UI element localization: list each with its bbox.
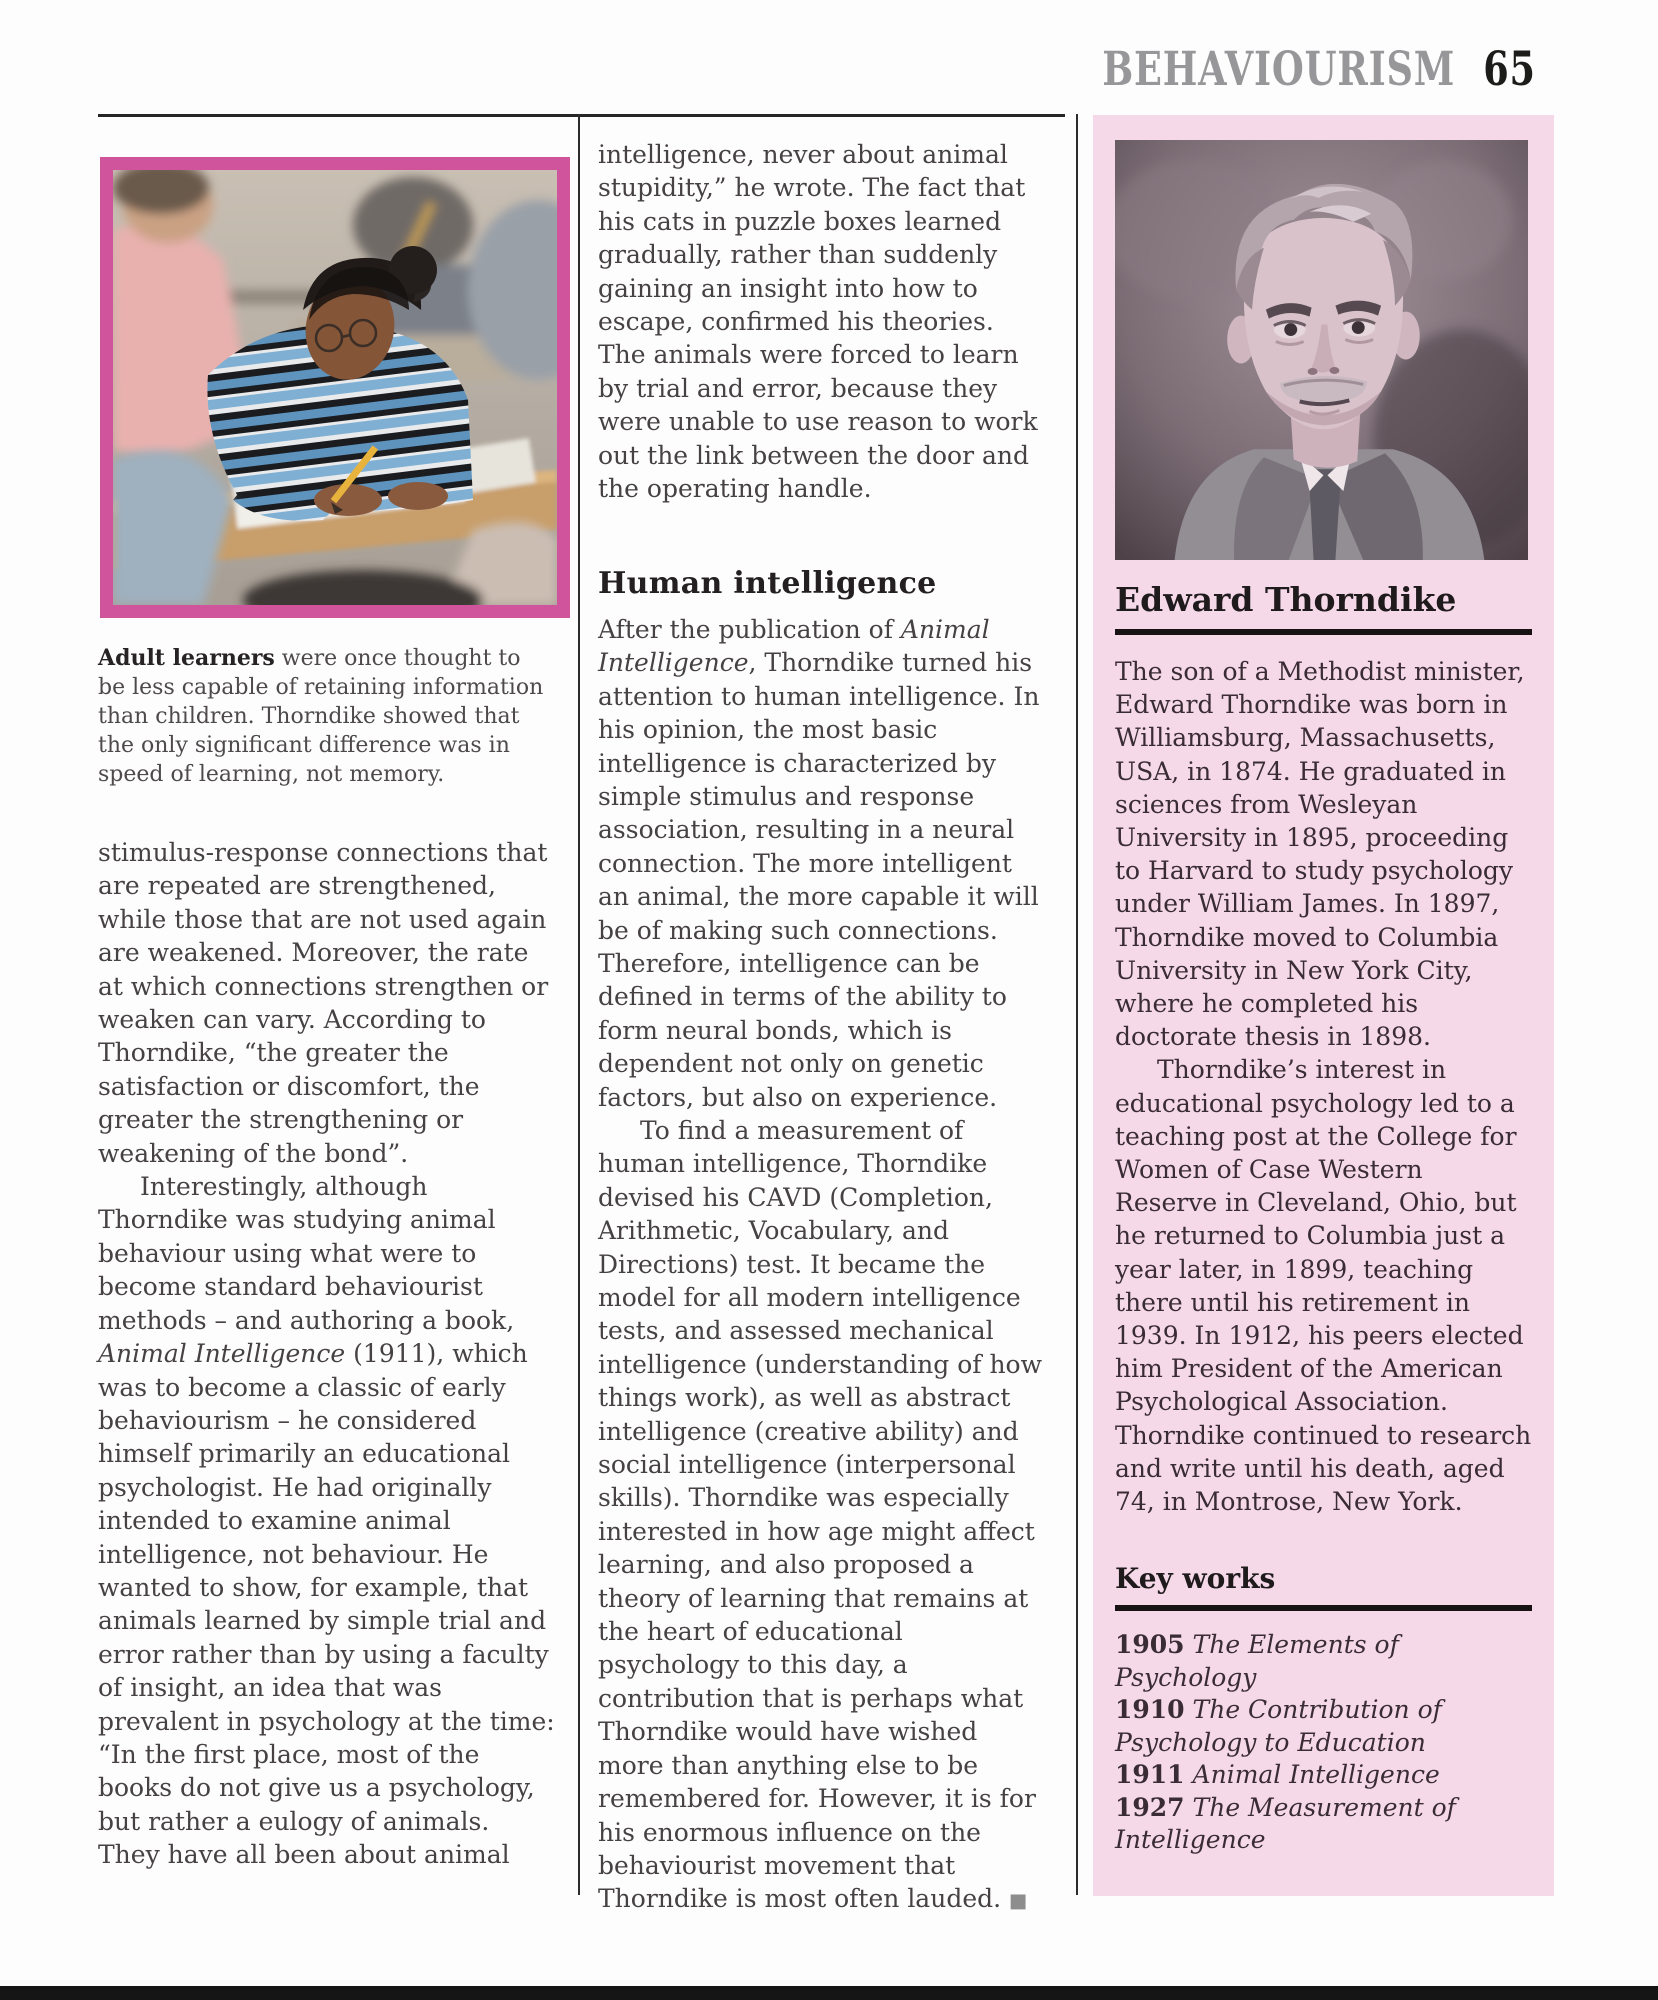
text-segment: The Elements of Psychology [1115, 1630, 1399, 1692]
photo-caption [98, 644, 548, 789]
paragraph [1115, 1792, 1532, 1857]
thorndike-portrait [1115, 140, 1528, 560]
text-segment: 1911 [1115, 1760, 1185, 1790]
text-segment: , Thorndike turned his attention to human intelligence. In his opinion, the most basic intelligence is characterized by simple stimulus and response association, resulting in a neural connection. The more intelligent an animal, the more capable it will be of making such connections. Therefore, intelligence can be defined in terms of the ability to form neural bonds, which is dependent not only on genetic factors, but also on experience. [598, 648, 1040, 1112]
paragraph [598, 1114, 1042, 1918]
paragraph [1115, 1759, 1532, 1792]
section-heading: Human intelligence [598, 566, 937, 602]
sidebar-name-heading: Edward Thorndike [1115, 580, 1457, 619]
text-segment: Interestingly, although Thorndike was studying animal behaviour using what were to become standard behaviourist methods – and authoring a book, [98, 1172, 515, 1335]
text-segment: Thorndike’s interest in educational psychology led to a teaching post at the College for Women of Case Western Reserve in Cleveland, Ohio, but he returned to Columbia just a year later, in 1899, teaching there until his retirement in 1939. In 1912, his peers elected him President of the American Psychological Association. Thorndike continued to research and write until his death, aged 74, in Montrose, New York. [1115, 1055, 1532, 1517]
text-segment: were once thought to be less capable of retaining information than children. Thorndike showed that the only significant difference was in speed of learning, not memory. [98, 646, 544, 787]
text-segment: ■ [1009, 1889, 1028, 1913]
sidebar-rule [1115, 629, 1532, 635]
text-segment: Adult learners [98, 645, 275, 671]
text-segment: (1911), which was to become a classic of early behaviourism – he considered himself primarily an educational psychologist. He had originally intended to examine animal intelligence, not behaviour. He wanted to show, for example, that animals learned by simple trial and error rather than by using a faculty of insight, an idea that was prevalent in psychology at the time: “In the first place, most of the books do not give us a psychology, but rather a eulogy of animals. They have all been about animal [98, 1339, 555, 1870]
sidebar-biography [1115, 655, 1532, 1518]
biography-sidebar [1093, 115, 1554, 1896]
paragraph [1115, 1053, 1532, 1518]
middle-column-rest [598, 613, 1042, 1918]
text-segment: Animal Intelligence [1184, 1760, 1440, 1790]
text-segment: To find a measurement of human intelligence, Thorndike devised his CAVD (Completion, Arithmetic, Vocabulary, and Directions) test. It became the model for all modern intelligence tests, and assessed mechanical intelligence (understanding of how things work), as well as abstract intelligence (creative ability) and social intelligence (interpersonal skills). Thorndike was especially interested in how age might affect learning, and also proposed a theory of learning that remains at the heart of educational psychology to this day, a contribution that is perhaps what Thorndike would have wished more than anything else to be remembered for. However, it is for his enormous influence on the behaviourist movement that Thorndike is most often lauded. [598, 1115, 1043, 1914]
middle-column [598, 138, 1042, 1918]
text-segment: The son of a Methodist minister, Edward Thorndike was born in Williamsburg, Massachusetts, USA, in 1874. He graduated in sciences from Wesleyan University in 1895, proceeding to Harvard to study psychology under William James. In 1897, Thorndike moved to Columbia University in New York City, where he completed his doctorate thesis in 1898. [1115, 657, 1525, 1052]
top-rule [98, 114, 1065, 117]
page-number: 65 [1483, 42, 1536, 97]
text-segment: Animal Intelligence [98, 1339, 346, 1369]
paragraph [1115, 1629, 1532, 1694]
column-divider [578, 114, 580, 1895]
middle-column-top [598, 138, 1042, 505]
portrait-illustration [1115, 140, 1528, 560]
paragraph [98, 836, 558, 1170]
paragraph [598, 613, 1042, 1114]
paragraph [98, 1170, 558, 1872]
text-segment: stimulus-response connections that are repeated are strengthened, while those that are not used again are weakened. Moreover, the rate at which connections strengthen or weaken can vary. According to Thorndike, “the greater the satisfaction or discomfort, the greater the strengthening or weakening of the bond”. [98, 838, 549, 1168]
page-bottom-bar [0, 1986, 1658, 2000]
left-column [98, 836, 558, 1872]
text-segment: intelligence, never about animal stupidity,” he wrote. The fact that his cats in puzzle boxes learned gradually, rather than suddenly gaining an insight into how to escape, confirmed his theories. The animals were forced to learn by trial and error, because they were unable to use reason to work out the link between the door and the operating handle. [598, 140, 1038, 504]
column-divider [1076, 114, 1078, 1895]
text-segment: The Contribution of Psychology to Education [1115, 1695, 1442, 1757]
text-segment: 1905 [1115, 1630, 1185, 1660]
paragraph [1115, 655, 1532, 1053]
paragraph [1115, 1694, 1532, 1759]
running-header [1102, 42, 1536, 97]
text-segment: 1910 [1115, 1695, 1185, 1725]
text-segment: The Measurement of Intelligence [1115, 1792, 1456, 1855]
text-segment: After the publication of [598, 614, 901, 644]
section-title: BEHAVIOURISM [1102, 42, 1456, 97]
key-works-list [1115, 1629, 1532, 1857]
paragraph [98, 644, 548, 789]
classroom-photo-illustration [113, 170, 557, 605]
paragraph [598, 138, 1042, 505]
text-segment: 1927 [1115, 1792, 1185, 1822]
key-works-heading: Key works [1115, 1562, 1276, 1596]
sidebar-rule [1115, 1605, 1532, 1611]
text-segment: Animal Intelligence [598, 614, 990, 678]
classroom-photo [100, 157, 570, 618]
